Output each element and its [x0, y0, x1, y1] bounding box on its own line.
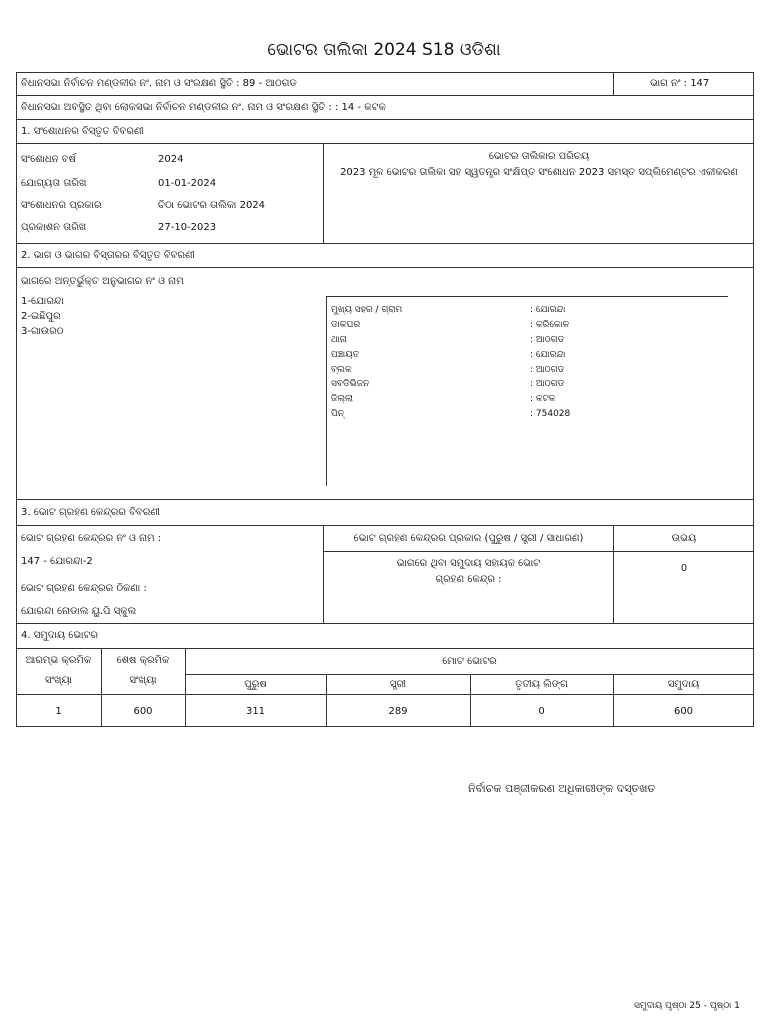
revision-type-value: ଚିଠା ଭୋଟର ତାଲିକା 2024	[158, 200, 266, 211]
section2-heading: 2. ଭାଗ ଓ ଭାଗର ବିସ୍ତାରର ବିସ୍ତୃତ ବିବରଣୀ	[21, 250, 195, 261]
detail-value: : 754028	[530, 409, 571, 419]
station-type-label: ଭୋଟ ଗ୍ରହଣ କେନ୍ଦ୍ରର ପ୍ରକାର (ପୁରୁଷ / ସ୍ତ୍ରୀ / ସାଧାରଣ)	[353, 533, 584, 544]
female-value: 289	[388, 706, 408, 717]
qualifying-date-label: ଯୋଗ୍ୟତା ତାରିଖ	[21, 178, 87, 189]
section4-heading: 4. ସମୁଦାୟ ଭୋଟର	[21, 630, 98, 641]
details-left-rule	[326, 296, 327, 486]
publication-date-label: ପ୍ରକାଶନ ତାରିଖ	[21, 222, 87, 233]
section1-heading: 1. ସଂଶୋଧନର ବିସ୍ତୃତ ବିବରଣୀ	[21, 126, 144, 137]
detail-label: ଜିଲ୍ଲା	[331, 394, 354, 404]
detail-label: ସବଡିଭିଜନ	[331, 379, 370, 389]
divider	[185, 674, 754, 675]
signature-label: ନିର୍ବାଚକ ପଞ୍ଜୀକରଣ ଅଧିକାରୀଙ୍କ ଦସ୍ତଖତ	[468, 782, 656, 795]
female-header: ସ୍ତ୍ରୀ	[389, 679, 407, 690]
page-title: ଭୋଟର ତାଲିକା 2024 S18 ଓଡିଶା	[267, 40, 501, 60]
roll-intro-text: 2023 ମୂଳ ଭୋଟର ତାଲିକା ସହ ସ୍ୱତନ୍ତ୍ର ସଂକ୍ଷିପ୍ତ ସଂଶୋଧନ 2023 ସମସ୍ତ ସପ୍ଲିମେଣ୍ଟର ଏକୀକରଣ	[340, 167, 738, 178]
total-voters-header: ମୋଟ ଭୋଟର	[442, 656, 497, 667]
detail-label: ବ୍ଲକ	[331, 365, 352, 375]
station-type-value: ଉଭୟ	[671, 533, 697, 544]
end-serial-value: 600	[133, 706, 153, 717]
aux-stations-value: 0	[680, 563, 688, 574]
subsection-item: 2-ଇଛିପୁର	[21, 311, 61, 322]
revision-type-label: ସଂଶୋଧନର ପ୍ରକାର	[21, 200, 102, 211]
detail-value: : ଯୋରନ୍ଦା	[530, 350, 566, 360]
divider	[16, 694, 754, 695]
polling-station-label: ଭୋଟ ଗ୍ରହଣ କେନ୍ଦ୍ରର ନଂ ଓ ନାମ :	[21, 533, 162, 544]
divider	[323, 551, 754, 552]
revision-year-value: 2024	[158, 154, 184, 165]
detail-value: : କଟକ	[530, 394, 556, 404]
assembly-constituency: ବିଧାନସଭା ନିର୍ବାଚନ ମଣ୍ଡଳୀର ନଂ. ନାମ ଓ ସଂରକ୍ଷଣ ସ୍ଥିତି : 89 - ଆଠଗଡ	[21, 78, 297, 89]
detail-label: ମୁଖ୍ୟ ସହର / ଗ୍ରାମ	[331, 305, 403, 315]
start-serial-value: 1	[55, 706, 62, 717]
polling-address-label: ଭୋଟ ଗ୍ରହଣ କେନ୍ଦ୍ରର ଠିକଣା :	[21, 583, 147, 594]
detail-label: ଡାକଘର	[331, 320, 361, 330]
start-serial-header: ସଂଖ୍ୟା	[44, 675, 73, 686]
subsection-item: 3-ଗାଉରଠ	[21, 326, 64, 337]
third-gender-value: 0	[538, 706, 545, 717]
publication-date-value: 27-10-2023	[158, 222, 217, 233]
section2-subheading: ଭାଗରେ ଅନ୍ତର୍ଭୁକ୍ତ ଅନୁଭାଗର ନଂ ଓ ନାମ	[21, 276, 184, 287]
third-gender-header: ତୃତୀୟ ଲିଙ୍ଗ	[515, 679, 568, 690]
start-serial-header: ଆରମ୍ଭ କ୍ରମିକ	[25, 655, 92, 666]
end-serial-header: ଶେଷ କ୍ରମିକ	[116, 655, 170, 666]
grand-total-value: 600	[673, 706, 694, 717]
detail-label: ପଞ୍ଚାୟତ	[331, 350, 360, 360]
detail-value: : ଆଠଗଡ	[530, 335, 565, 345]
part-number: ଭାଗ ନଂ : 147	[650, 78, 710, 89]
section4-heading-row	[16, 624, 754, 649]
detail-label: ଥାନା	[331, 335, 348, 345]
detail-label: ପିନ୍	[331, 409, 344, 419]
detail-value: : ଆଠଗଡ	[530, 365, 565, 375]
detail-value: : କରିକୋଳ	[530, 320, 570, 330]
revision-year-label: ସଂଶୋଧନ ବର୍ଷ	[21, 154, 76, 165]
parliament-constituency: ବିଧାନସଭା ଅବସ୍ଥିତ ଥିବା ଲୋକସଭା ନିର୍ବାଚନ ମଣ୍ଡଳୀର ନଂ. ନାମ ଓ ସଂରକ୍ଷଣ ସ୍ଥିତି : : 14 - କଟକ	[21, 102, 386, 113]
male-header: ପୁରୁଷ	[244, 679, 267, 690]
male-value: 311	[245, 706, 266, 717]
aux-stations-label: ଭାଗରେ ଥିବା ସମୁଦାୟ ସହାୟକ ଭୋଟ	[396, 558, 541, 569]
aux-stations-label: ଗ୍ରହଣ କେନ୍ଦ୍ର :	[435, 574, 502, 585]
roll-intro-title: ଭୋଟର ତାଲିକାର ପରିଚୟ	[488, 151, 590, 162]
details-top-rule	[326, 296, 728, 297]
subsection-item: 1-ଯୋରନ୍ଦା	[21, 296, 64, 307]
grand-total-header: ସମୁଦାୟ	[667, 679, 700, 690]
polling-address-value: ଯୋରନ୍ଦା ନୋଡାଲ ୟୁ.ପି ସ୍କୁଲ	[21, 606, 137, 617]
detail-value: : ଯୋରନ୍ଦା	[530, 305, 566, 315]
qualifying-date-value: 01-01-2024	[158, 178, 217, 189]
polling-station-value: 147 - ଯୋରନ୍ଦା-2	[21, 556, 93, 567]
section3-heading: 3. ଭୋଟ ଗ୍ରହଣ କେନ୍ଦ୍ରର ବିବରଣୀ	[21, 507, 161, 518]
page-footer: ସମୁଦାୟ ପୃଷ୍ଠା 25 - ପୃଷ୍ଠା 1	[634, 1001, 740, 1011]
divider	[613, 72, 614, 96]
end-serial-header: ସଂଖ୍ୟା	[129, 675, 157, 686]
section2-body	[16, 268, 754, 500]
detail-value: : ଆଠଗଡ	[530, 379, 565, 389]
